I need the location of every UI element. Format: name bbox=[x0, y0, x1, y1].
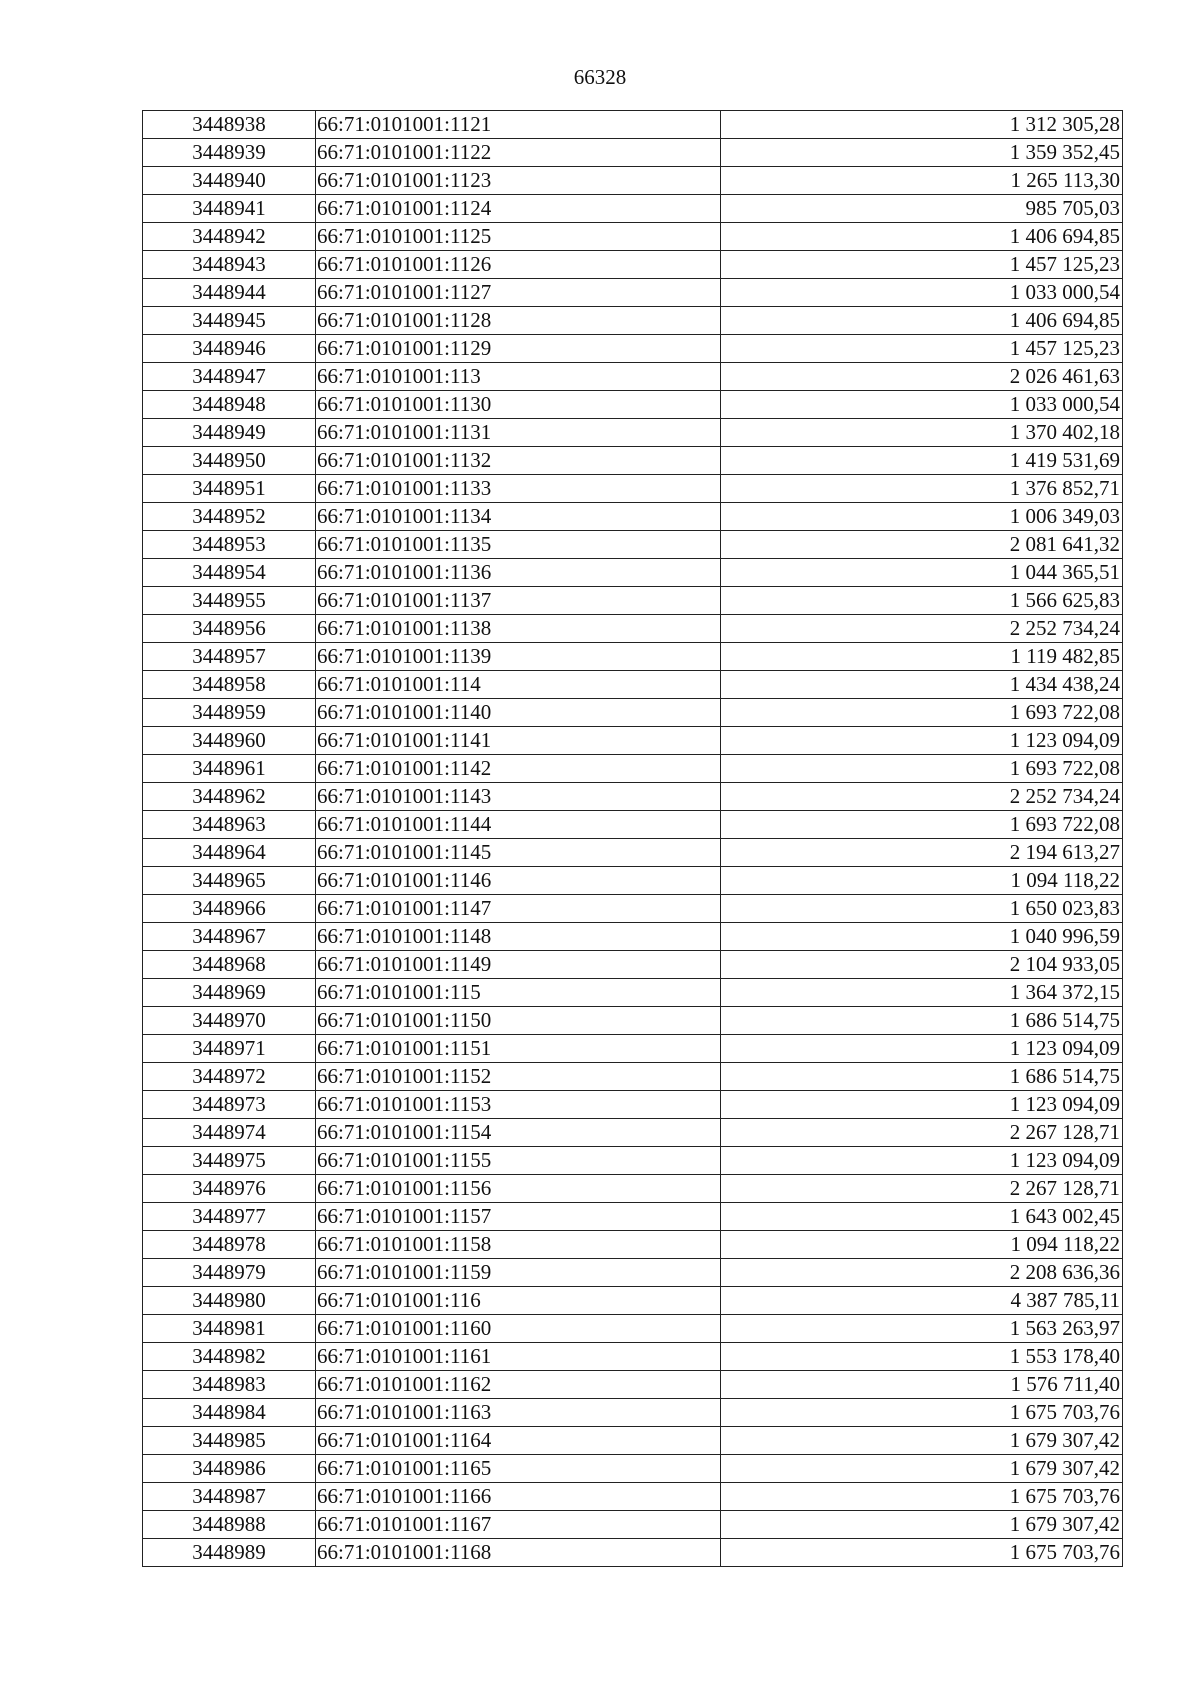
cadastral-value-cell: 1 364 372,15 bbox=[721, 979, 1123, 1007]
table-row bbox=[143, 1483, 1123, 1511]
row-id-cell: 3448944 bbox=[143, 279, 316, 307]
cadastral-number-cell: 66:71:0101001:1142 bbox=[316, 755, 721, 783]
row-id-cell: 3448962 bbox=[143, 783, 316, 811]
row-id-cell: 3448957 bbox=[143, 643, 316, 671]
table-row bbox=[143, 615, 1123, 643]
cadastral-number-cell: 66:71:0101001:1130 bbox=[316, 391, 721, 419]
row-id-cell: 3448980 bbox=[143, 1287, 316, 1315]
cadastral-number-cell: 66:71:0101001:1141 bbox=[316, 727, 721, 755]
cadastral-number-cell: 66:71:0101001:1127 bbox=[316, 279, 721, 307]
row-id-cell: 3448976 bbox=[143, 1175, 316, 1203]
table-row bbox=[143, 1539, 1123, 1567]
cadastral-value-cell: 2 194 613,27 bbox=[721, 839, 1123, 867]
cadastral-value-cell: 1 265 113,30 bbox=[721, 167, 1123, 195]
table-row bbox=[143, 335, 1123, 363]
row-id-cell: 3448977 bbox=[143, 1203, 316, 1231]
row-id-cell: 3448978 bbox=[143, 1231, 316, 1259]
cadastral-value-cell: 1 650 023,83 bbox=[721, 895, 1123, 923]
cadastral-value-cell: 2 252 734,24 bbox=[721, 783, 1123, 811]
row-id-cell: 3448950 bbox=[143, 447, 316, 475]
row-id-cell: 3448951 bbox=[143, 475, 316, 503]
cadastral-number-cell: 66:71:0101001:1151 bbox=[316, 1035, 721, 1063]
cadastral-number-cell: 66:71:0101001:1134 bbox=[316, 503, 721, 531]
cadastral-number-cell: 66:71:0101001:1138 bbox=[316, 615, 721, 643]
cadastral-value-cell: 2 026 461,63 bbox=[721, 363, 1123, 391]
cadastral-value-cell: 1 419 531,69 bbox=[721, 447, 1123, 475]
cadastral-value-cell: 1 370 402,18 bbox=[721, 419, 1123, 447]
cadastral-value-cell: 1 434 438,24 bbox=[721, 671, 1123, 699]
table-row bbox=[143, 1455, 1123, 1483]
cadastral-value-cell: 1 094 118,22 bbox=[721, 867, 1123, 895]
table-row bbox=[143, 503, 1123, 531]
row-id-cell: 3448968 bbox=[143, 951, 316, 979]
cadastral-value-cell: 1 044 365,51 bbox=[721, 559, 1123, 587]
row-id-cell: 3448947 bbox=[143, 363, 316, 391]
row-id-cell: 3448979 bbox=[143, 1259, 316, 1287]
cadastral-value-cell: 1 406 694,85 bbox=[721, 223, 1123, 251]
row-id-cell: 3448961 bbox=[143, 755, 316, 783]
cadastral-number-cell: 66:71:0101001:1145 bbox=[316, 839, 721, 867]
table-row bbox=[143, 279, 1123, 307]
cadastral-number-cell: 66:71:0101001:1166 bbox=[316, 1483, 721, 1511]
table-row bbox=[143, 671, 1123, 699]
cadastral-number-cell: 66:71:0101001:1159 bbox=[316, 1259, 721, 1287]
table-row bbox=[143, 923, 1123, 951]
row-id-cell: 3448967 bbox=[143, 923, 316, 951]
cadastral-value-cell: 1 006 349,03 bbox=[721, 503, 1123, 531]
table-row bbox=[143, 1371, 1123, 1399]
cadastral-number-cell: 66:71:0101001:1121 bbox=[316, 111, 721, 139]
table-row bbox=[143, 1427, 1123, 1455]
table-row bbox=[143, 1399, 1123, 1427]
table-row bbox=[143, 811, 1123, 839]
row-id-cell: 3448981 bbox=[143, 1315, 316, 1343]
cadastral-number-cell: 66:71:0101001:1139 bbox=[316, 643, 721, 671]
cadastral-value-cell: 1 563 263,97 bbox=[721, 1315, 1123, 1343]
cadastral-number-cell: 66:71:0101001:1156 bbox=[316, 1175, 721, 1203]
cadastral-number-cell: 66:71:0101001:1160 bbox=[316, 1315, 721, 1343]
table-body bbox=[143, 111, 1123, 1567]
cadastral-number-cell: 66:71:0101001:1140 bbox=[316, 699, 721, 727]
cadastral-value-cell: 1 406 694,85 bbox=[721, 307, 1123, 335]
row-id-cell: 3448970 bbox=[143, 1007, 316, 1035]
cadastral-value-cell: 1 123 094,09 bbox=[721, 1147, 1123, 1175]
cadastral-number-cell: 66:71:0101001:1157 bbox=[316, 1203, 721, 1231]
cadastral-number-cell: 66:71:0101001:1149 bbox=[316, 951, 721, 979]
cadastral-number-cell: 66:71:0101001:113 bbox=[316, 363, 721, 391]
row-id-cell: 3448975 bbox=[143, 1147, 316, 1175]
cadastral-number-cell: 66:71:0101001:1146 bbox=[316, 867, 721, 895]
cadastral-number-cell: 66:71:0101001:1161 bbox=[316, 1343, 721, 1371]
cadastral-value-cell: 2 267 128,71 bbox=[721, 1175, 1123, 1203]
cadastral-value-cell: 1 094 118,22 bbox=[721, 1231, 1123, 1259]
row-id-cell: 3448953 bbox=[143, 531, 316, 559]
cadastral-value-cell: 1 457 125,23 bbox=[721, 251, 1123, 279]
table-row bbox=[143, 531, 1123, 559]
cadastral-value-cell: 1 693 722,08 bbox=[721, 755, 1123, 783]
table-row bbox=[143, 951, 1123, 979]
cadastral-value-cell: 1 686 514,75 bbox=[721, 1063, 1123, 1091]
row-id-cell: 3448985 bbox=[143, 1427, 316, 1455]
row-id-cell: 3448972 bbox=[143, 1063, 316, 1091]
cadastral-value-cell: 1 566 625,83 bbox=[721, 587, 1123, 615]
table-row bbox=[143, 1343, 1123, 1371]
table-row bbox=[143, 1287, 1123, 1315]
cadastral-number-cell: 66:71:0101001:1153 bbox=[316, 1091, 721, 1119]
row-id-cell: 3448987 bbox=[143, 1483, 316, 1511]
table-row bbox=[143, 391, 1123, 419]
cadastral-value-cell: 1 675 703,76 bbox=[721, 1539, 1123, 1567]
row-id-cell: 3448966 bbox=[143, 895, 316, 923]
row-id-cell: 3448963 bbox=[143, 811, 316, 839]
row-id-cell: 3448940 bbox=[143, 167, 316, 195]
cadastral-value-cell: 1 123 094,09 bbox=[721, 1035, 1123, 1063]
cadastral-number-cell: 66:71:0101001:1135 bbox=[316, 531, 721, 559]
cadastral-value-cell: 1 675 703,76 bbox=[721, 1399, 1123, 1427]
row-id-cell: 3448986 bbox=[143, 1455, 316, 1483]
cadastral-value-cell: 1 457 125,23 bbox=[721, 335, 1123, 363]
row-id-cell: 3448984 bbox=[143, 1399, 316, 1427]
cadastral-number-cell: 66:71:0101001:1123 bbox=[316, 167, 721, 195]
table-row bbox=[143, 1203, 1123, 1231]
table-row bbox=[143, 1231, 1123, 1259]
cadastral-value-table bbox=[142, 110, 1123, 1567]
cadastral-number-cell: 66:71:0101001:1163 bbox=[316, 1399, 721, 1427]
row-id-cell: 3448959 bbox=[143, 699, 316, 727]
table-row bbox=[143, 1175, 1123, 1203]
cadastral-number-cell: 66:71:0101001:1158 bbox=[316, 1231, 721, 1259]
table-row bbox=[143, 195, 1123, 223]
row-id-cell: 3448974 bbox=[143, 1119, 316, 1147]
cadastral-value-cell: 1 576 711,40 bbox=[721, 1371, 1123, 1399]
table-row bbox=[143, 755, 1123, 783]
table-row bbox=[143, 167, 1123, 195]
cadastral-value-cell: 2 252 734,24 bbox=[721, 615, 1123, 643]
cadastral-number-cell: 66:71:0101001:1164 bbox=[316, 1427, 721, 1455]
cadastral-number-cell: 66:71:0101001:1125 bbox=[316, 223, 721, 251]
row-id-cell: 3448943 bbox=[143, 251, 316, 279]
row-id-cell: 3448952 bbox=[143, 503, 316, 531]
row-id-cell: 3448942 bbox=[143, 223, 316, 251]
cadastral-number-cell: 66:71:0101001:1150 bbox=[316, 1007, 721, 1035]
table-row bbox=[143, 727, 1123, 755]
row-id-cell: 3448971 bbox=[143, 1035, 316, 1063]
cadastral-value-cell: 1 376 852,71 bbox=[721, 475, 1123, 503]
cadastral-number-cell: 66:71:0101001:116 bbox=[316, 1287, 721, 1315]
cadastral-number-cell: 66:71:0101001:115 bbox=[316, 979, 721, 1007]
table-row bbox=[143, 1035, 1123, 1063]
table-row bbox=[143, 1119, 1123, 1147]
row-id-cell: 3448988 bbox=[143, 1511, 316, 1539]
table-row bbox=[143, 1007, 1123, 1035]
cadastral-number-cell: 66:71:0101001:1154 bbox=[316, 1119, 721, 1147]
cadastral-value-cell: 1 033 000,54 bbox=[721, 279, 1123, 307]
row-id-cell: 3448960 bbox=[143, 727, 316, 755]
cadastral-number-cell: 66:71:0101001:1147 bbox=[316, 895, 721, 923]
table-row bbox=[143, 251, 1123, 279]
table-row bbox=[143, 475, 1123, 503]
table-row bbox=[143, 139, 1123, 167]
table-row bbox=[143, 223, 1123, 251]
table-row bbox=[143, 867, 1123, 895]
cadastral-value-cell: 1 693 722,08 bbox=[721, 811, 1123, 839]
cadastral-number-cell: 66:71:0101001:1168 bbox=[316, 1539, 721, 1567]
row-id-cell: 3448973 bbox=[143, 1091, 316, 1119]
cadastral-value-cell: 1 123 094,09 bbox=[721, 727, 1123, 755]
row-id-cell: 3448955 bbox=[143, 587, 316, 615]
cadastral-value-cell: 1 679 307,42 bbox=[721, 1511, 1123, 1539]
cadastral-number-cell: 66:71:0101001:114 bbox=[316, 671, 721, 699]
table-row bbox=[143, 783, 1123, 811]
cadastral-number-cell: 66:71:0101001:1129 bbox=[316, 335, 721, 363]
cadastral-value-cell: 1 679 307,42 bbox=[721, 1455, 1123, 1483]
table-row bbox=[143, 895, 1123, 923]
cadastral-value-cell: 1 312 305,28 bbox=[721, 111, 1123, 139]
table-row bbox=[143, 559, 1123, 587]
table-row bbox=[143, 363, 1123, 391]
cadastral-value-cell: 4 387 785,11 bbox=[721, 1287, 1123, 1315]
table-row bbox=[143, 1259, 1123, 1287]
cadastral-number-cell: 66:71:0101001:1137 bbox=[316, 587, 721, 615]
table-row bbox=[143, 1511, 1123, 1539]
table-row bbox=[143, 643, 1123, 671]
table-row bbox=[143, 979, 1123, 1007]
cadastral-number-cell: 66:71:0101001:1122 bbox=[316, 139, 721, 167]
row-id-cell: 3448989 bbox=[143, 1539, 316, 1567]
cadastral-value-cell: 1 123 094,09 bbox=[721, 1091, 1123, 1119]
cadastral-number-cell: 66:71:0101001:1136 bbox=[316, 559, 721, 587]
table-row bbox=[143, 447, 1123, 475]
row-id-cell: 3448956 bbox=[143, 615, 316, 643]
table-row bbox=[143, 307, 1123, 335]
table-row bbox=[143, 699, 1123, 727]
row-id-cell: 3448938 bbox=[143, 111, 316, 139]
table-row bbox=[143, 839, 1123, 867]
cadastral-number-cell: 66:71:0101001:1133 bbox=[316, 475, 721, 503]
row-id-cell: 3448983 bbox=[143, 1371, 316, 1399]
row-id-cell: 3448954 bbox=[143, 559, 316, 587]
table-row bbox=[143, 1091, 1123, 1119]
table-row bbox=[143, 1063, 1123, 1091]
cadastral-value-cell: 1 675 703,76 bbox=[721, 1483, 1123, 1511]
cadastral-number-cell: 66:71:0101001:1144 bbox=[316, 811, 721, 839]
cadastral-number-cell: 66:71:0101001:1167 bbox=[316, 1511, 721, 1539]
table-row bbox=[143, 1147, 1123, 1175]
table-row bbox=[143, 111, 1123, 139]
cadastral-value-cell: 2 104 933,05 bbox=[721, 951, 1123, 979]
cadastral-number-cell: 66:71:0101001:1165 bbox=[316, 1455, 721, 1483]
cadastral-number-cell: 66:71:0101001:1131 bbox=[316, 419, 721, 447]
row-id-cell: 3448965 bbox=[143, 867, 316, 895]
cadastral-number-cell: 66:71:0101001:1148 bbox=[316, 923, 721, 951]
row-id-cell: 3448945 bbox=[143, 307, 316, 335]
row-id-cell: 3448948 bbox=[143, 391, 316, 419]
cadastral-number-cell: 66:71:0101001:1126 bbox=[316, 251, 721, 279]
table-row bbox=[143, 587, 1123, 615]
cadastral-value-cell: 1 679 307,42 bbox=[721, 1427, 1123, 1455]
cadastral-value-cell: 1 693 722,08 bbox=[721, 699, 1123, 727]
cadastral-value-cell: 1 643 002,45 bbox=[721, 1203, 1123, 1231]
table-row bbox=[143, 1315, 1123, 1343]
cadastral-value-cell: 985 705,03 bbox=[721, 195, 1123, 223]
cadastral-value-cell: 1 040 996,59 bbox=[721, 923, 1123, 951]
cadastral-value-cell: 1 359 352,45 bbox=[721, 139, 1123, 167]
row-id-cell: 3448982 bbox=[143, 1343, 316, 1371]
cadastral-value-cell: 2 267 128,71 bbox=[721, 1119, 1123, 1147]
table-row bbox=[143, 419, 1123, 447]
cadastral-value-cell: 1 686 514,75 bbox=[721, 1007, 1123, 1035]
cadastral-number-cell: 66:71:0101001:1132 bbox=[316, 447, 721, 475]
cadastral-value-cell: 2 208 636,36 bbox=[721, 1259, 1123, 1287]
cadastral-value-cell: 2 081 641,32 bbox=[721, 531, 1123, 559]
cadastral-number-cell: 66:71:0101001:1128 bbox=[316, 307, 721, 335]
row-id-cell: 3448958 bbox=[143, 671, 316, 699]
row-id-cell: 3448939 bbox=[143, 139, 316, 167]
cadastral-value-cell: 1 553 178,40 bbox=[721, 1343, 1123, 1371]
cadastral-number-cell: 66:71:0101001:1143 bbox=[316, 783, 721, 811]
cadastral-number-cell: 66:71:0101001:1152 bbox=[316, 1063, 721, 1091]
cadastral-number-cell: 66:71:0101001:1124 bbox=[316, 195, 721, 223]
cadastral-number-cell: 66:71:0101001:1162 bbox=[316, 1371, 721, 1399]
cadastral-value-cell: 1 119 482,85 bbox=[721, 643, 1123, 671]
cadastral-number-cell: 66:71:0101001:1155 bbox=[316, 1147, 721, 1175]
row-id-cell: 3448949 bbox=[143, 419, 316, 447]
row-id-cell: 3448941 bbox=[143, 195, 316, 223]
row-id-cell: 3448946 bbox=[143, 335, 316, 363]
row-id-cell: 3448969 bbox=[143, 979, 316, 1007]
page-number: 66328 bbox=[573, 65, 627, 89]
row-id-cell: 3448964 bbox=[143, 839, 316, 867]
cadastral-value-cell: 1 033 000,54 bbox=[721, 391, 1123, 419]
